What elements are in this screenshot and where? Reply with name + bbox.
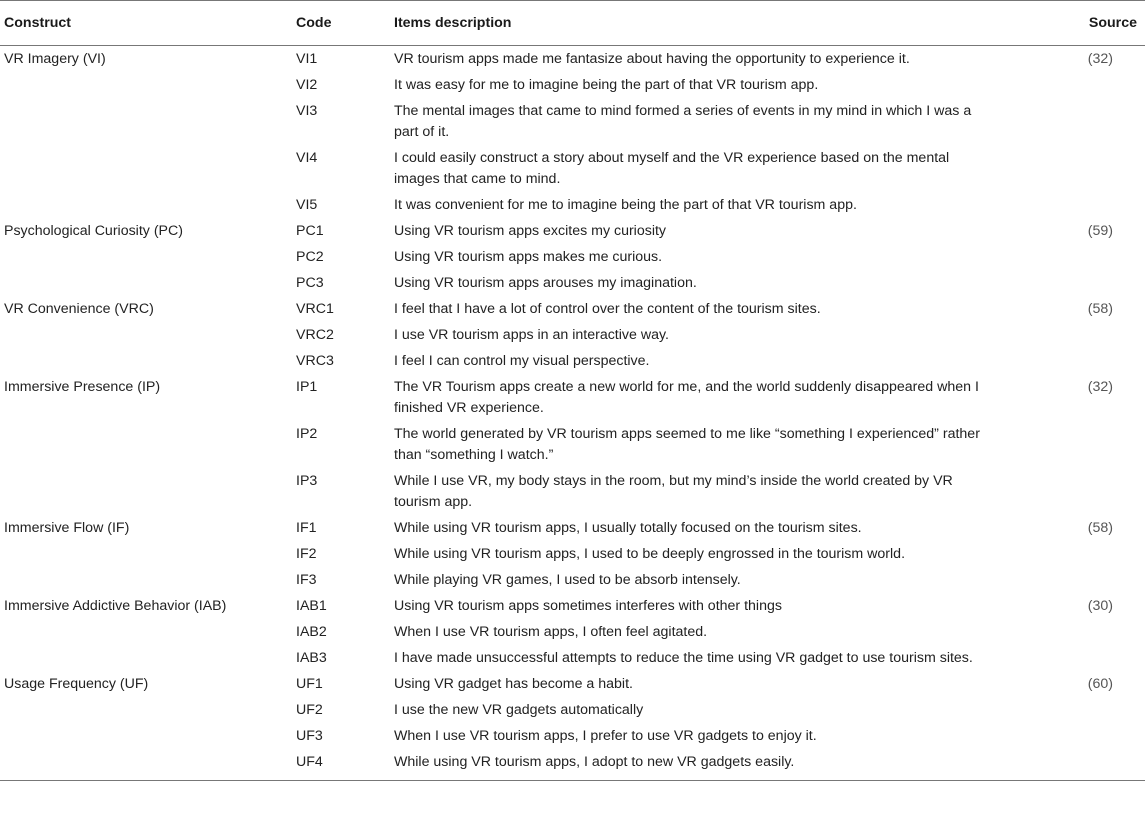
cell-description: While playing VR games, I used to be absorb intensely.	[394, 571, 741, 588]
table-row	[0, 567, 1145, 593]
cell-code: PC3	[296, 274, 324, 291]
cell-description: I use the new VR gadgets automatically	[394, 701, 644, 718]
cell-source	[1020, 468, 1145, 515]
cell-code: IAB1	[296, 597, 327, 614]
cell-source	[1020, 567, 1145, 593]
cell-description: Using VR tourism apps arouses my imagination.	[394, 274, 697, 291]
cell-construct	[0, 322, 292, 348]
cell-code: VI4	[296, 149, 318, 166]
header-source: Source	[1020, 1, 1145, 46]
cell-description: Using VR tourism apps sometimes interferes with other things	[394, 597, 782, 614]
cell-code: UF3	[296, 727, 323, 744]
cell-construct	[0, 270, 292, 296]
table-row	[0, 72, 1145, 98]
cell-construct: Psychological Curiosity (PC)	[4, 222, 183, 239]
table-row	[0, 46, 1145, 73]
header-items-description: Items description	[390, 1, 1020, 46]
cell-construct	[0, 645, 292, 671]
cell-source: (58)	[1087, 300, 1113, 317]
cell-construct: Immersive Flow (IF)	[4, 519, 130, 536]
cell-construct	[0, 567, 292, 593]
cell-description: Using VR tourism apps excites my curiosity	[394, 222, 667, 239]
cell-description: I could easily construct a story about myself and the VR experience based on the mental images that came to mind.	[394, 149, 950, 187]
cell-description: While using VR tourism apps, I used to be deeply engrossed in the tourism world.	[394, 545, 906, 562]
cell-construct	[0, 421, 292, 468]
cell-description: The world generated by VR tourism apps seemed to me like “something I experienced” rather than “something I watch.”	[394, 425, 980, 463]
cell-code: IF2	[296, 545, 317, 562]
header-code: Code	[292, 1, 390, 46]
cell-code: VRC1	[296, 300, 334, 317]
cell-source	[1020, 749, 1145, 780]
header-construct: Construct	[0, 1, 292, 46]
cell-code: IP1	[296, 378, 318, 395]
cell-code: UF1	[296, 675, 323, 692]
cell-description: VR tourism apps made me fantasize about having the opportunity to experience it.	[394, 50, 910, 67]
table-row	[0, 421, 1145, 468]
cell-construct	[0, 749, 292, 780]
table-row	[0, 697, 1145, 723]
cell-construct: VR Imagery (VI)	[4, 50, 106, 67]
table-row	[0, 671, 1145, 697]
table-row	[0, 723, 1145, 749]
cell-description: While I use VR, my body stays in the room, but my mind’s inside the world created by VR tourism app.	[394, 472, 953, 510]
table-row	[0, 593, 1145, 619]
cell-source	[1020, 697, 1145, 723]
cell-code: PC2	[296, 248, 324, 265]
cell-description: While using VR tourism apps, I adopt to new VR gadgets easily.	[390, 749, 1020, 780]
cell-source: (59)	[1087, 222, 1113, 239]
cell-description: When I use VR tourism apps, I often feel agitated.	[394, 623, 708, 640]
cell-code: IP2	[296, 425, 318, 442]
cell-description: The mental images that came to mind formed a series of events in my mind in which I was a part of it.	[394, 102, 972, 140]
cell-code: IF3	[296, 571, 317, 588]
cell-construct	[0, 192, 292, 218]
table-row	[0, 541, 1145, 567]
table-row	[0, 322, 1145, 348]
cell-source	[1020, 192, 1145, 218]
table-row	[0, 749, 1145, 780]
cell-source: (32)	[1087, 50, 1113, 67]
cell-source: (60)	[1087, 675, 1113, 692]
cell-description: While using VR tourism apps, I usually totally focused on the tourism sites.	[394, 519, 862, 536]
cell-source	[1020, 322, 1145, 348]
table-row	[0, 645, 1145, 671]
cell-construct: Immersive Addictive Behavior (IAB)	[4, 597, 227, 614]
table-row	[0, 348, 1145, 374]
cell-source	[1020, 270, 1145, 296]
cell-construct	[0, 697, 292, 723]
cell-source	[1020, 541, 1145, 567]
table-body	[0, 46, 1145, 781]
cell-construct	[0, 468, 292, 515]
cell-construct	[0, 244, 292, 270]
cell-code: IP3	[296, 472, 318, 489]
table-row	[0, 468, 1145, 515]
table-row	[0, 192, 1145, 218]
cell-construct	[0, 541, 292, 567]
cell-source	[1020, 645, 1145, 671]
cell-description: Using VR gadget has become a habit.	[394, 675, 633, 692]
cell-source	[1020, 98, 1145, 145]
cell-code: IAB2	[296, 623, 327, 640]
cell-source: (30)	[1087, 597, 1113, 614]
cell-code: UF4	[292, 749, 390, 780]
cell-code: VI3	[296, 102, 318, 119]
cell-construct: Usage Frequency (UF)	[4, 675, 149, 692]
cell-construct	[0, 72, 292, 98]
cell-construct	[0, 348, 292, 374]
cell-description: I feel that I have a lot of control over the content of the tourism sites.	[394, 300, 821, 317]
cell-source	[1020, 72, 1145, 98]
cell-code: IF1	[296, 519, 317, 536]
cell-construct	[0, 145, 292, 192]
cell-description: I use VR tourism apps in an interactive way.	[394, 326, 669, 343]
cell-construct: VR Convenience (VRC)	[4, 300, 154, 317]
cell-description: I feel I can control my visual perspective.	[394, 352, 650, 369]
cell-code: IAB3	[296, 649, 327, 666]
table-row	[0, 244, 1145, 270]
cell-code: VRC3	[296, 352, 334, 369]
cell-construct	[0, 723, 292, 749]
cell-source	[1020, 421, 1145, 468]
cell-code: VI5	[296, 196, 318, 213]
cell-source	[1020, 145, 1145, 192]
table-row	[0, 374, 1145, 421]
cell-code: VI1	[296, 50, 318, 67]
cell-code: VRC2	[296, 326, 334, 343]
table-row	[0, 145, 1145, 192]
table-row	[0, 218, 1145, 244]
table-row	[0, 270, 1145, 296]
cell-code: UF2	[296, 701, 323, 718]
cell-description: I have made unsuccessful attempts to reduce the time using VR gadget to use tourism sites.	[394, 649, 973, 666]
cell-description: When I use VR tourism apps, I prefer to use VR gadgets to enjoy it.	[394, 727, 817, 744]
cell-source	[1020, 723, 1145, 749]
cell-code: VI2	[296, 76, 318, 93]
cell-construct	[0, 619, 292, 645]
cell-source	[1020, 619, 1145, 645]
table-row	[0, 515, 1145, 541]
cell-description: The VR Tourism apps create a new world for me, and the world suddenly disappeared when I finished VR experience.	[394, 378, 979, 416]
cell-description: It was convenient for me to imagine being the part of that VR tourism app.	[394, 196, 857, 213]
cell-description: Using VR tourism apps makes me curious.	[394, 248, 663, 265]
cell-description: It was easy for me to imagine being the part of that VR tourism app.	[394, 76, 819, 93]
cell-source: (32)	[1087, 378, 1113, 395]
table-row	[0, 98, 1145, 145]
cell-construct: Immersive Presence (IP)	[4, 378, 161, 395]
cell-source	[1020, 244, 1145, 270]
table-row	[0, 296, 1145, 322]
cell-code: PC1	[296, 222, 324, 239]
header-row	[0, 1, 1145, 46]
cell-source	[1020, 348, 1145, 374]
cell-source: (58)	[1087, 519, 1113, 536]
table-row	[0, 619, 1145, 645]
cell-construct	[0, 98, 292, 145]
